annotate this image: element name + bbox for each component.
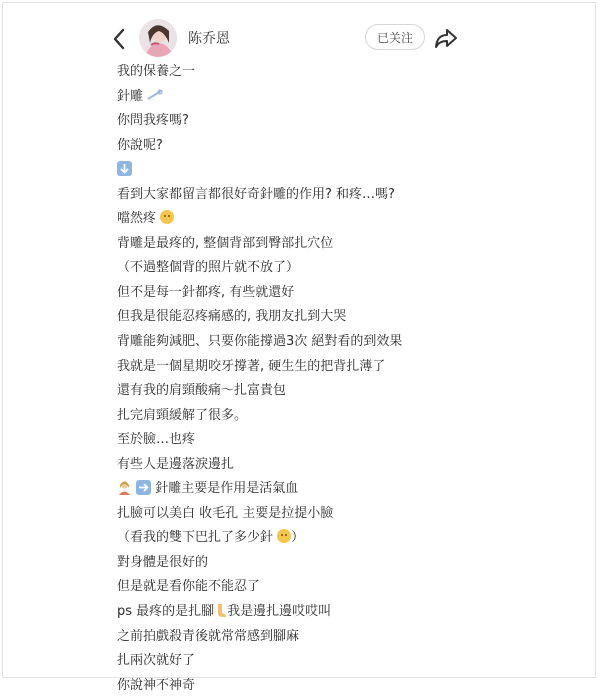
post-line: 你說神不神奇 <box>117 677 196 693</box>
post-line: （不過整個背的照片就不放了） <box>117 260 300 276</box>
needle-icon <box>147 89 163 101</box>
post-line: 我就是一個星期咬牙撐著, 硬生生的把背扎薄了 <box>117 358 386 374</box>
post-line: 還有我的肩頸酸痛～扎富貴包 <box>117 383 287 399</box>
post-line: 但我是很能忍疼痛感的, 我朋友扎到大哭 <box>117 309 347 325</box>
post-line: （看我的雙下巴扎了多少針 ） <box>117 530 305 546</box>
username[interactable]: 陈乔恩 <box>188 31 230 47</box>
post-line: 噹然疼 <box>117 207 517 232</box>
post-line: 背雕能夠減肥、只要你能撐過3次 絕對看的到效果 <box>117 334 403 350</box>
grimace-face-icon <box>160 210 174 224</box>
post-line: 背雕是最疼的, 整個背部到臀部扎穴位 <box>117 235 334 251</box>
smile-face-icon <box>277 529 291 543</box>
foot-icon <box>214 603 227 618</box>
woman-icon <box>117 480 132 495</box>
post-line: 扎完肩頸緩解了很多。 <box>117 407 248 423</box>
share-button[interactable] <box>432 24 460 52</box>
post-line: 看到大家都留言都很好奇針雕的作用? 和疼…嗎? <box>117 186 395 202</box>
back-button[interactable] <box>106 24 132 54</box>
post-line: ps 最疼的是扎腳 我是邊扎邊哎哎叫 <box>117 604 332 620</box>
post-line: 至於臉…也疼 <box>117 432 196 448</box>
post-line: 有些人是邊落淚邊扎 <box>117 456 235 472</box>
post-line: 之前拍戲殺青後就常常感到腳麻 <box>117 628 300 644</box>
closing-bracket: ） <box>291 530 305 546</box>
post-line: 但不是每一針都疼, 有些就還好 <box>117 284 295 300</box>
post-line: 你問我疼嗎? <box>117 113 189 129</box>
post-body <box>117 60 517 698</box>
follow-button[interactable]: 已关注 <box>365 24 425 50</box>
post-line: 針雕主要是作用是活氣血 <box>117 477 517 502</box>
chevron-left-icon <box>112 28 126 50</box>
right-arrow-icon <box>136 480 151 495</box>
post-line: 對身體是很好的 <box>117 554 209 570</box>
post-line: 扎兩次就好了 <box>117 653 196 669</box>
post-line: 扎臉可以美白 收毛孔 主要是拉提小臉 <box>117 505 334 521</box>
post-line: 但是就是看你能不能忍了 <box>117 579 261 595</box>
post-line: 你說呢? <box>117 137 163 153</box>
post-line: 針雕 <box>117 85 517 110</box>
post-line: 我的保養之一 <box>117 64 196 79</box>
down-arrow-icon <box>117 161 132 176</box>
avatar[interactable] <box>139 19 177 57</box>
post-line <box>117 158 517 183</box>
avatar-image <box>139 19 177 57</box>
share-icon <box>434 27 458 49</box>
